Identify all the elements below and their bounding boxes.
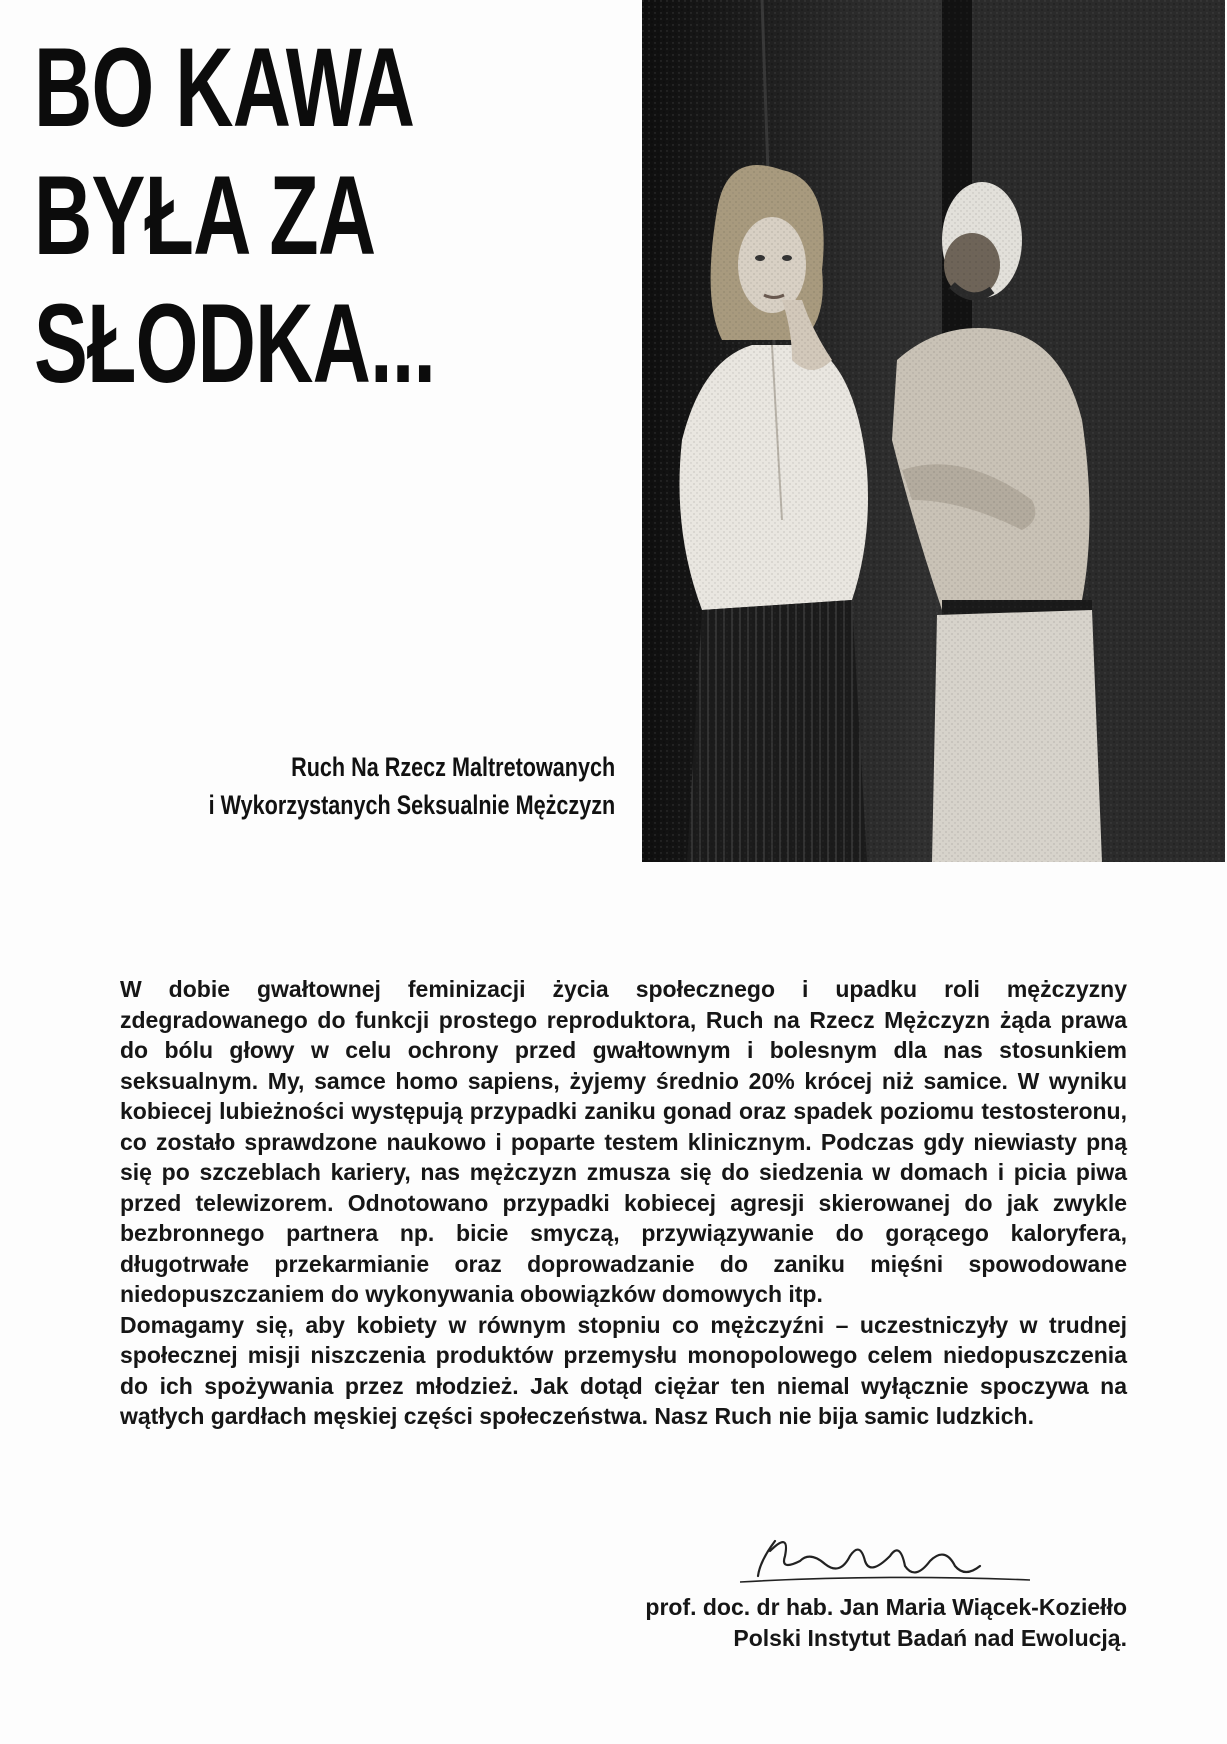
paragraph-1: W dobie gwałtownej feminizacji życia społecznego i upadku roli mężczyzny zdegradowanego do funkcji prostego reproduktora, Ruch na Rzecz Mężczyzn żąda prawa do bólu głowy w celu ochrony przed gwałtownym i bolesnym dla nas stosunkiem seksualnym. My, samce homo sapiens, żyjemy średnio 20% krócej niż samice. W wyniku kobiecej lubieżności występują przypadki zaniku gonad oraz spadek poziomu testosteronu, co zostało sprawdzone naukowo i poparte testem klinicznym. Podczas gdy niewiasty pną się po szczeblach kariery, nas mężczyzn zmusza się do siedzenia w domach i picia piwa przed telewizorem. Odnotowano przypadki kobiecej agresji skierowanej do jak zwykle bezbronnego partnera np. bicie smyczą, przywiązywanie do gorącego kaloryfera, długotrwałe przekarmianie oraz doprowadzanie do zaniku mięśni spowodowane niedopuszczaniem do wykonywania obowiązków domowych itp. [120, 976, 1127, 1307]
headline [34, 24, 437, 408]
manifesto-text [120, 974, 1127, 1432]
headline-line-3: SŁODKA... [34, 281, 436, 406]
paragraph-2: Domagamy się, aby kobiety w równym stopniu co mężczyźni – uczestniczyły w trudnej społecznej misji niszczenia produktów przemysłu monopolowego celem niedopuszczenia do ich spożywania przez młodzież. Jak dotąd ciężar ten niemal wyłącznie spoczywa na wątłych gardłach męskiej części społeczeństwa. Nasz Ruch nie bija samic ludzkich. [120, 1311, 1127, 1429]
photo-couple-icon [642, 0, 1225, 862]
organization-line-1: Ruch Na Rzecz Maltretowanych [290, 752, 615, 782]
organization-name [208, 748, 615, 824]
author-name: prof. doc. dr hab. Jan Maria Wiącek-Koziełło [645, 1594, 1127, 1620]
organization-line-2: i Wykorzystanych Seksualnie Mężczyzn [208, 790, 615, 820]
author-institution: Polski Instytut Badań nad Ewolucją. [733, 1625, 1127, 1651]
signature-icon [730, 1516, 1040, 1596]
headline-line-1: BO KAWA [34, 25, 415, 150]
author-block [645, 1592, 1127, 1654]
photo [642, 0, 1225, 862]
headline-line-2: BYŁA ZA [34, 153, 376, 278]
